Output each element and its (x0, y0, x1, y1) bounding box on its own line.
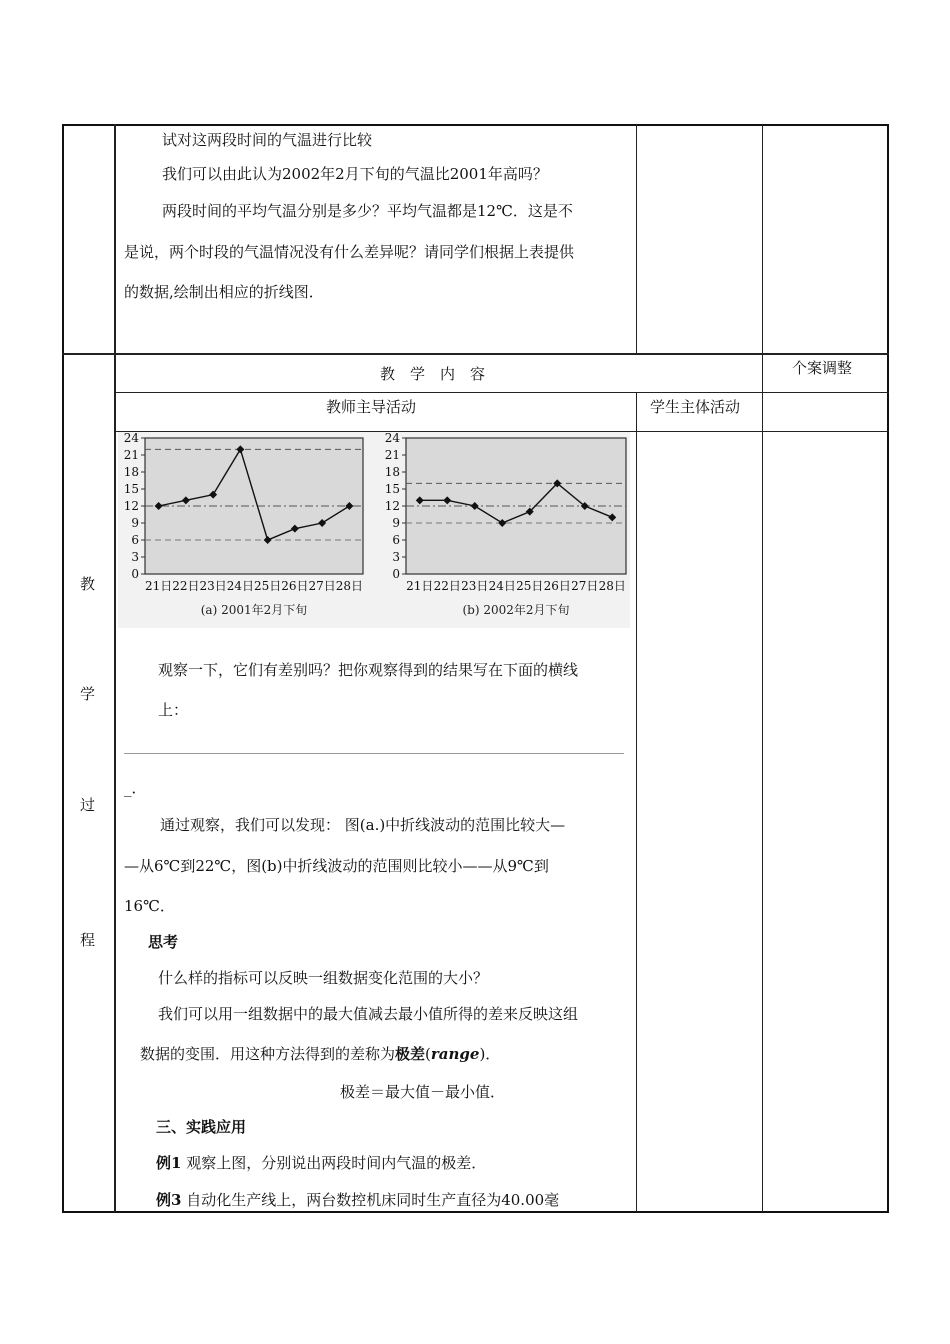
example-1-label: 例1 (156, 1154, 182, 1172)
left-label-char-3: 过 (80, 796, 96, 814)
table-border-left (62, 124, 64, 1212)
chart-2-ytick-label-6: 18 (384, 465, 400, 479)
chart-2-ytick-label-4: 12 (384, 499, 400, 513)
definition-term: 极差 (395, 1045, 426, 1063)
answer-blank-line (124, 753, 624, 754)
chart-2-ytick-label-0: 0 (392, 567, 400, 581)
chart-1-xtick-label-2: 23日 (199, 579, 227, 593)
chart-1-ytick-label-1: 3 (131, 550, 139, 564)
example-1-text: 观察上图，分别说出两段时间内气温的极差． (181, 1154, 487, 1172)
chart-panel (118, 432, 630, 628)
row-divider-1 (62, 353, 889, 355)
chart-1-ytick-label-6: 18 (123, 465, 139, 479)
table-border-right (887, 124, 889, 1212)
table-border-bottom (62, 1211, 889, 1213)
observe-line-2: 上： (158, 701, 189, 719)
chart-1-xtick-label-6: 27日 (308, 579, 336, 593)
chart-2-xtick-label-7: 28日 (598, 579, 626, 593)
section-3-title: 三、实践应用 (156, 1118, 247, 1136)
chart-2-ytick-label-7: 21 (384, 448, 400, 462)
col-divider-2-bottom (636, 392, 637, 1212)
left-label-char-4: 程 (80, 931, 96, 949)
chart-1-xtick-label-4: 25日 (253, 579, 282, 593)
think-title: 思考 (148, 933, 179, 951)
chart-2-ytick-label-3: 9 (392, 516, 400, 530)
chart-1-ytick-label-0: 0 (131, 567, 139, 581)
chart-svg (118, 432, 630, 628)
example-3 (156, 1190, 559, 1210)
col-divider-2-top (636, 124, 637, 353)
chart-2-xtick-label-6: 27日 (571, 579, 599, 593)
chart-2-xtick-label-0: 21日 (406, 579, 434, 593)
chart-2-xtick-label-5: 26日 (543, 579, 571, 593)
blank-end: _． (124, 779, 147, 797)
chart-2-xtick-label-4: 25日 (516, 579, 544, 593)
header-student: 学生主体活动 (650, 398, 741, 416)
col-divider-3 (762, 124, 763, 1212)
chart-1-xtick-label-1: 22日 (172, 579, 200, 593)
chart-1-ytick-label-5: 15 (123, 482, 139, 496)
chart-1-ytick-label-7: 21 (123, 448, 139, 462)
chart-2-xtick-label-1: 22日 (433, 579, 461, 593)
found-line-2: —从6℃到22℃，图(b)中折线波动的范围则比较小——从9℃到 (124, 857, 549, 875)
chart-1-ytick-label-3: 9 (131, 516, 139, 530)
chart-2-xtick-label-3: 24日 (488, 579, 516, 593)
header-adjust: 个案调整 (792, 359, 853, 377)
chart-2-ytick-label-8: 24 (384, 432, 400, 445)
chart-1-xtick-label-0: 21日 (144, 579, 173, 593)
chart-1-ytick-label-2: 6 (131, 533, 139, 547)
chart-1-ytick-label-4: 12 (123, 499, 139, 513)
example-3-label: 例3 (156, 1191, 182, 1209)
found-line-1: 通过观察，我们可以发现： 图(a.)中折线波动的范围比较大— (160, 816, 566, 834)
definition-line-1: 我们可以用一组数据中的最大值减去最小值所得的差来反映这组 (158, 1005, 579, 1023)
left-label-char-2: 学 (80, 685, 96, 703)
example-1 (156, 1153, 486, 1173)
definition-line-2 (140, 1044, 500, 1064)
col-divider-1 (114, 124, 116, 1212)
think-question: 什么样的指标可以反映一组数据变化范围的大小？ (158, 969, 489, 987)
chart-1-ytick-label-8: 24 (123, 432, 139, 445)
chart-1-xtick-label-3: 24日 (226, 579, 255, 593)
range-formula: 极差＝最大值－最小值． (340, 1083, 506, 1101)
definition-term-en: range (430, 1045, 480, 1063)
table-border-top (62, 124, 889, 126)
definition-text: 数据的变围．用这种方法得到的差称为 (140, 1045, 396, 1063)
left-label-char-1: 教 (80, 575, 96, 593)
top-line-5: 的数据,绘制出相应的折线图． (124, 283, 324, 301)
chart-1-xtick-label-5: 26日 (281, 579, 309, 593)
definition-paren-open: ( (425, 1045, 431, 1063)
chart-2-xtick-label-2: 23日 (461, 579, 489, 593)
header-teacher: 教师主导活动 (326, 398, 417, 416)
example-3-text: 自动化生产线上，两台数控机床同时生产直径为40.00毫 (181, 1191, 560, 1209)
chart-2-ytick-label-5: 15 (384, 482, 400, 496)
chart-2-ytick-label-2: 6 (392, 533, 400, 547)
top-line-2: 我们可以由此认为2002年2月下旬的气温比2001年高吗？ (162, 165, 548, 183)
chart-2-caption: (b) 2002年2月下旬 (462, 603, 570, 617)
observe-line-1: 观察一下，它们有差别吗？把你观察得到的结果写在下面的横线 (158, 661, 579, 679)
definition-paren-close: )． (479, 1045, 501, 1063)
chart-2-ytick-label-1: 3 (392, 550, 400, 564)
found-line-3: 16℃． (124, 897, 175, 915)
top-line-1: 试对这两段时间的气温进行比较 (162, 131, 373, 149)
top-line-3: 两段时间的平均气温分别是多少？平均气温都是12℃．这是不 (162, 202, 573, 220)
chart-1-xtick-label-7: 28日 (335, 579, 364, 593)
top-line-4: 是说，两个时段的气温情况没有什么差异呢？请同学们根据上表提供 (124, 243, 575, 261)
row-divider-2 (114, 392, 889, 393)
header-content: 教 学 内 容 (380, 365, 486, 383)
chart-1-caption: (a) 2001年2月下旬 (200, 603, 308, 617)
